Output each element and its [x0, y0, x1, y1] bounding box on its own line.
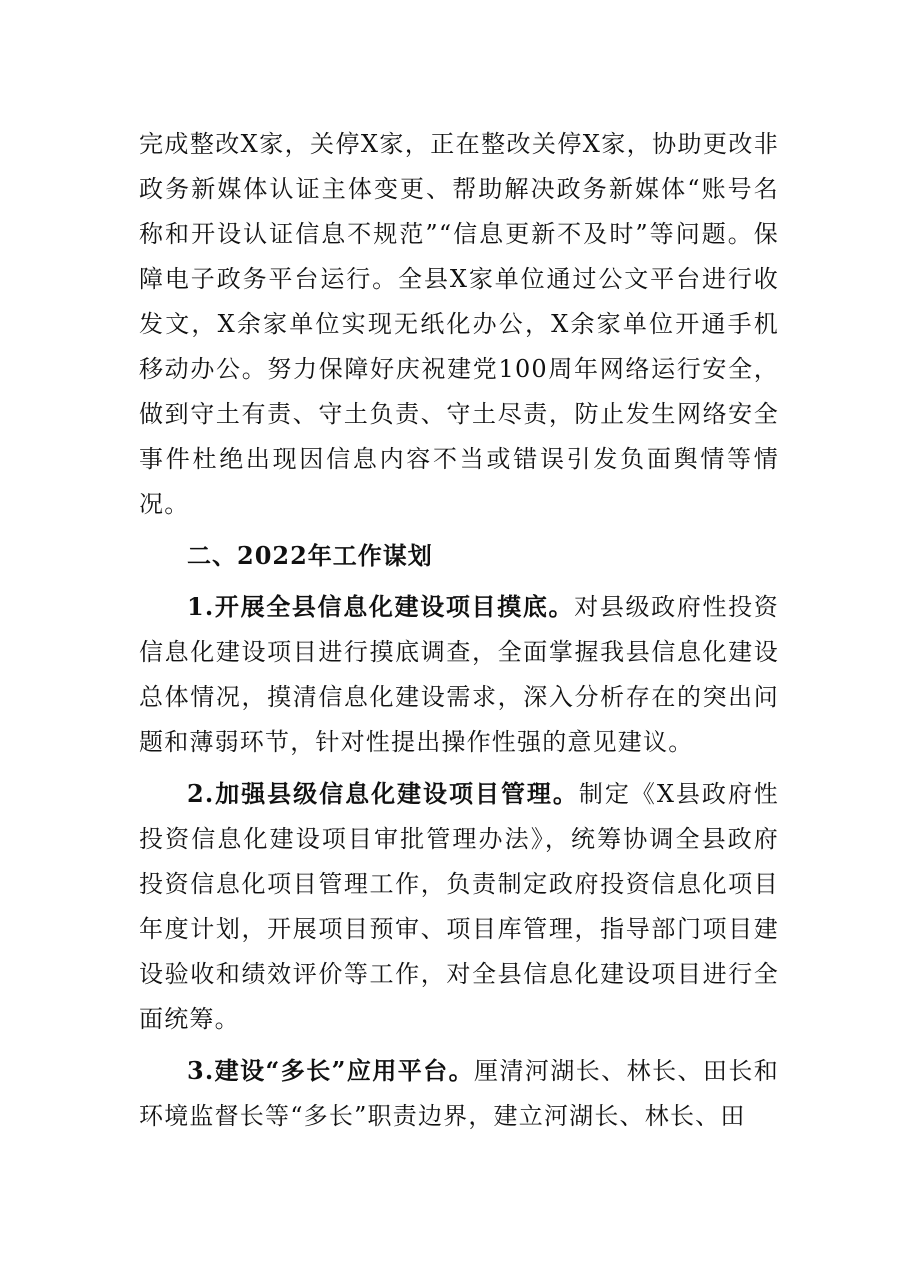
item-1-body: 对县级政府性投资信息化建设项目进行摸底调查，全面掌握我县信息化建设总体情况，摸清信息化建设需求，深入分析存在的突出问题和薄弱环节，针对性提出操作性强的意见建议。 [139, 593, 779, 756]
item-3-title: 3.建设“多长”应用平台。 [187, 1056, 475, 1085]
document-body [139, 122, 779, 1139]
item-1-paragraph [139, 584, 779, 765]
item-2-paragraph [139, 771, 779, 1042]
item-3-body: 厘清河湖长、林长、田长和环境监督长等“多长”职责边界，建立河湖长、林长、田 [139, 1057, 779, 1130]
item-1-title: 1.开展全县信息化建设项目摸底。 [187, 592, 575, 621]
item-2-body: 制定《X县政府性投资信息化建设项目审批管理办法》，统筹协调全县政府投资信息化项目管理工作，负责制定政府投资信息化项目年度计划，开展项目预审、项目库管理，指导部门项目建设验收和绩效评价等工作，对全县信息化建设项目进行全面统筹。 [139, 780, 780, 1033]
section-heading: 二、2022年工作谋划 [187, 541, 433, 570]
intro-paragraph: 完成整改X家，关停X家，正在整改关停X家，协助更改非政务新媒体认证主体变更、帮助解决政务新媒体“账号名称和开设认证信息不规范”“信息更新不及时”等问题。保障电子政务平台运行。全县X家单位通过公文平台进行收发文，X余家单位实现无纸化办公，X余家单位开通手机移动办公。努力保障好庆祝建党100周年网络运行安全，做到守土有责、守土负责、守土尽责，防止发生网络安全事件杜绝出现因信息内容不当或错误引发负面舆情等情况。 [139, 130, 779, 518]
item-3-paragraph [139, 1048, 779, 1139]
item-2-title: 2.加强县级信息化建设项目管理。 [187, 779, 579, 808]
